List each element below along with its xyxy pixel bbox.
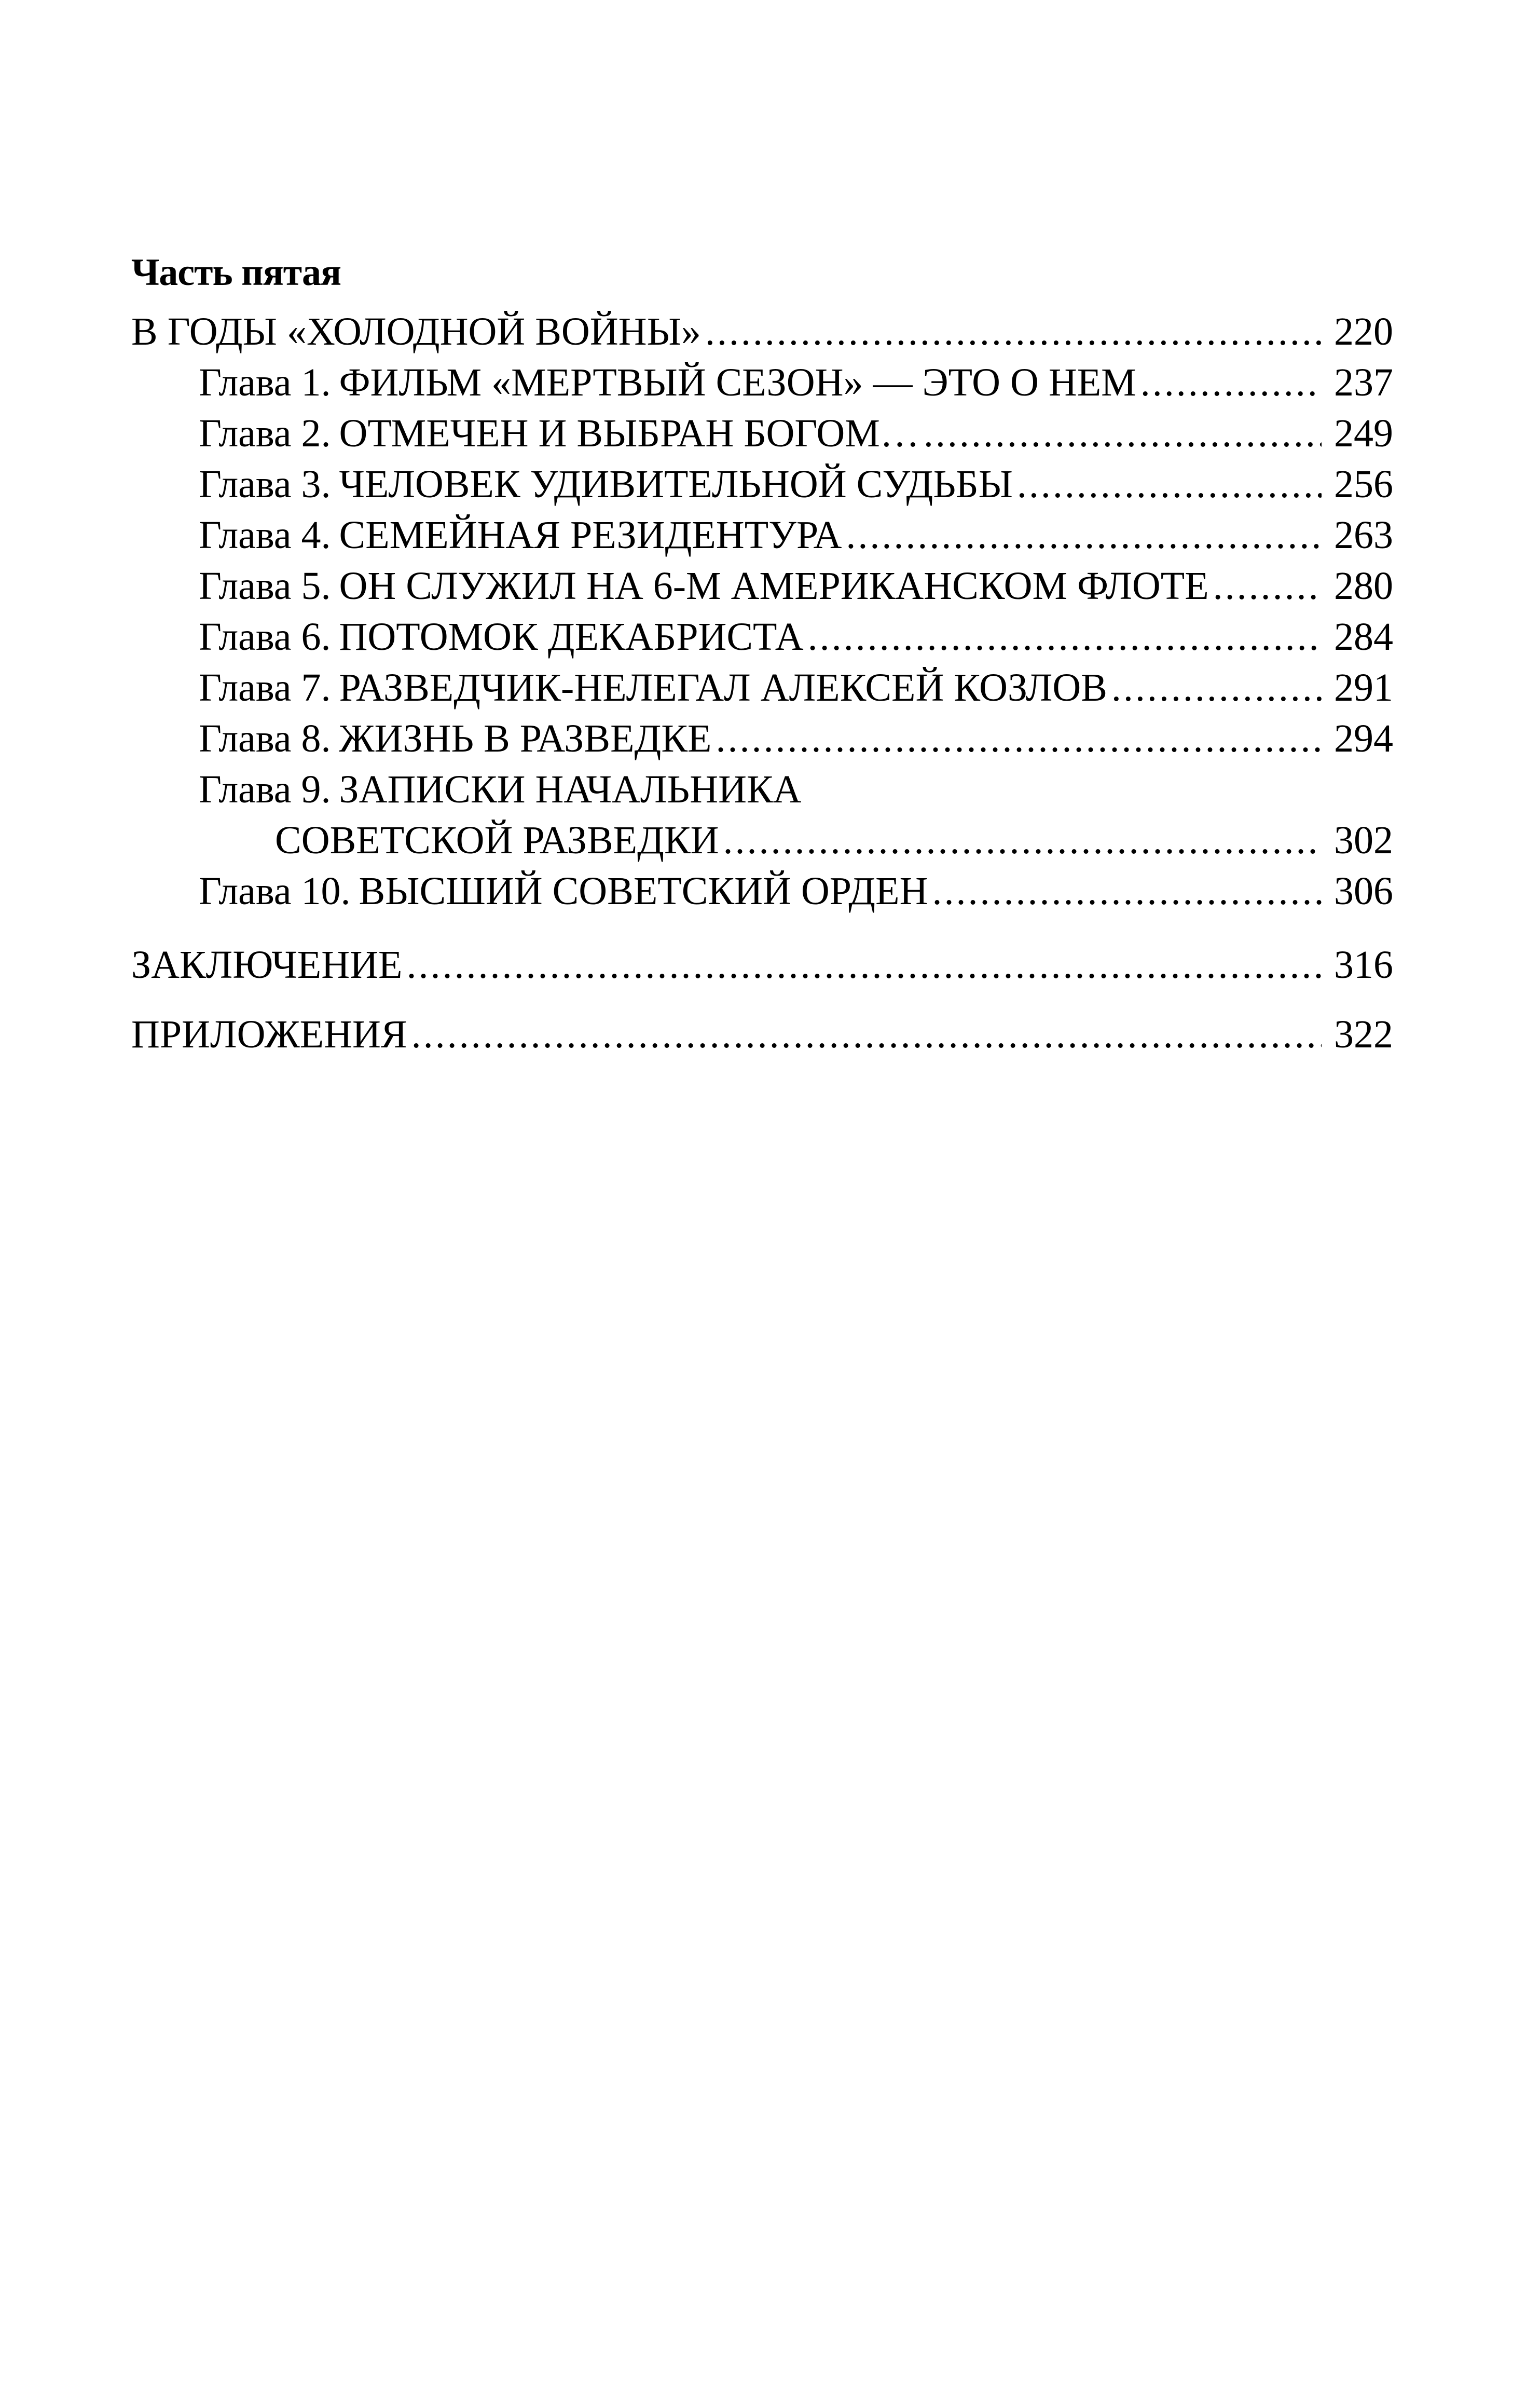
toc-entry-page: 302: [1334, 819, 1393, 862]
chapter-number: Глава 4.: [199, 513, 331, 557]
toc-entry-page: 220: [1334, 310, 1393, 353]
toc-entry-page: 306: [1334, 869, 1393, 913]
chapter-number: Глава 8.: [199, 717, 331, 760]
toc-entry-page: 294: [1334, 717, 1393, 760]
toc-entry-title: ЖИЗНЬ В РАЗВЕДКЕ: [339, 717, 712, 760]
chapter-number: Глава 1.: [199, 361, 331, 404]
toc-list: [131, 306, 1393, 1060]
chapter-number: Глава 9.: [199, 768, 331, 811]
toc-entry-page: 322: [1334, 1013, 1393, 1056]
toc-entry-page: 263: [1334, 513, 1393, 557]
toc-entry-title: ФИЛЬМ «МЕРТВЫЙ СЕЗОН» — ЭТО О НЕМ: [339, 361, 1136, 404]
toc-entry-chapter-7[interactable]: [131, 662, 1393, 713]
chapter-number: Глава 2.: [199, 412, 331, 455]
toc-entry-title: СЕМЕЙНАЯ РЕЗИДЕНТУРА: [339, 513, 842, 557]
toc-entry-page: 316: [1334, 943, 1393, 987]
toc-entry-title: ПРИЛОЖЕНИЯ: [131, 1013, 407, 1056]
toc-entry-conclusion[interactable]: [131, 939, 1393, 990]
toc-entry-chapter-3[interactable]: [131, 459, 1393, 510]
dot-leader: [1140, 357, 1322, 408]
toc-entry-title-continued: СОВЕТСКОЙ РАЗВЕДКИ: [275, 819, 719, 862]
dot-leader: [411, 1009, 1322, 1060]
dot-leader: [846, 510, 1322, 561]
toc-entry-chapter-5[interactable]: [131, 561, 1393, 611]
toc-entry-chapter-2[interactable]: [131, 408, 1393, 459]
dot-leader: [924, 408, 1322, 459]
toc-entry-chapter-4[interactable]: [131, 510, 1393, 561]
dot-leader: [1017, 459, 1322, 510]
dot-leader: [1111, 662, 1322, 713]
toc-entry-chapter-1[interactable]: [131, 357, 1393, 408]
toc-entry-title: ВЫСШИЙ СОВЕТСКИЙ ОРДЕН: [359, 869, 928, 913]
dot-leader: [406, 939, 1322, 990]
toc-entry-title: В ГОДЫ «ХОЛОДНОЙ ВОЙНЫ»: [131, 310, 701, 353]
toc-entry-page: 280: [1334, 564, 1393, 608]
dot-leader: [932, 866, 1322, 917]
chapter-number: Глава 3.: [199, 462, 331, 506]
toc-entry-part-heading[interactable]: [131, 306, 1393, 357]
toc-entry-appendices[interactable]: [131, 1009, 1393, 1060]
toc-entry-page: 291: [1334, 666, 1393, 710]
chapter-number: Глава 5.: [199, 564, 331, 608]
toc-entry-title: ОТМЕЧЕН И ВЫБРАН БОГОМ…: [339, 412, 919, 455]
toc-entry-chapter-9[interactable]: [131, 764, 1393, 815]
dot-leader: [723, 815, 1322, 866]
toc-entry-title: ПОТОМОК ДЕКАБРИСТА: [339, 615, 804, 659]
toc-entry-title: ЧЕЛОВЕК УДИВИТЕЛЬНОЙ СУДЬБЫ: [339, 462, 1013, 506]
toc-entry-chapter-9-continued[interactable]: [131, 815, 1393, 866]
toc-entry-chapter-8[interactable]: [131, 713, 1393, 764]
dot-leader: [716, 713, 1322, 764]
dot-leader: [1213, 561, 1322, 611]
dot-leader: [705, 306, 1322, 357]
toc-entry-page: 284: [1334, 615, 1393, 659]
toc-entry-page: 256: [1334, 462, 1393, 506]
part-label: Часть пятая: [131, 251, 341, 294]
dot-leader: [808, 611, 1322, 662]
toc-entry-page: 237: [1334, 361, 1393, 404]
toc-entry-chapter-6[interactable]: [131, 611, 1393, 662]
toc-entry-title: ЗАПИСКИ НАЧАЛЬНИКА: [339, 768, 802, 811]
chapter-number: Глава 10.: [199, 869, 351, 913]
toc-entry-page: 249: [1334, 412, 1393, 455]
section-gap: [131, 917, 1393, 939]
toc-entry-chapter-10[interactable]: [131, 866, 1393, 917]
toc-entry-title: ОН СЛУЖИЛ НА 6-М АМЕРИКАНСКОМ ФЛОТЕ: [339, 564, 1209, 608]
chapter-number: Глава 7.: [199, 666, 331, 710]
chapter-number: Глава 6.: [199, 615, 331, 659]
toc-entry-title: ЗАКЛЮЧЕНИЕ: [131, 943, 403, 987]
toc-entry-title: РАЗВЕДЧИК-НЕЛЕГАЛ АЛЕКСЕЙ КОЗЛОВ: [339, 666, 1107, 710]
section-gap: [131, 990, 1393, 1009]
